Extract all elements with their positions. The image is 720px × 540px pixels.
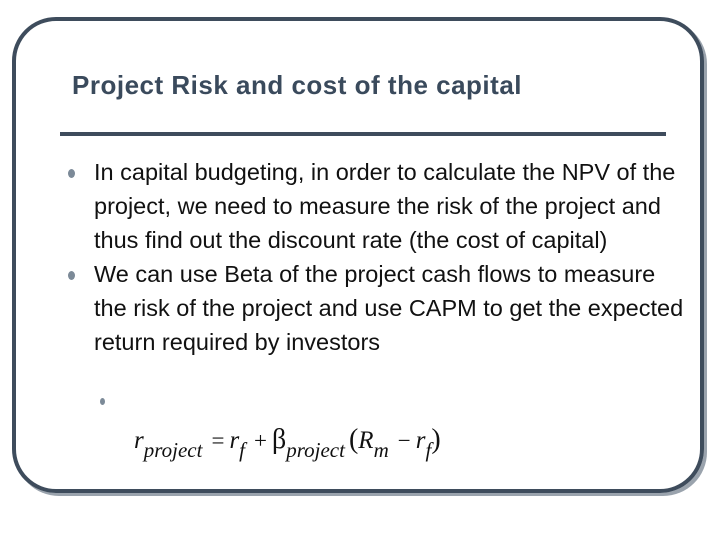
formula-rf-var: r [229,427,240,454]
formula-lhs-var: r [134,427,144,454]
bullet-marker-icon [68,271,75,280]
formula-open-paren: ( [348,424,359,455]
sub-bullet-marker-icon [100,398,105,405]
formula-rm-var: R [358,427,374,454]
formula-rf2-subscript: f [425,438,432,462]
formula-minus: − [397,428,411,453]
formula-rf2-var: r [415,427,426,454]
formula-beta: β [272,424,287,455]
formula-beta-subscript: project [286,438,345,462]
bullet-marker-icon [68,169,75,178]
bullet-item [94,155,684,257]
formula-plus: + [254,428,267,453]
formula-close-paren: ) [431,424,441,455]
slide-title: Project Risk and cost of the capital [72,70,522,100]
title-underline [60,132,666,136]
bullet-text: In capital budgeting, in order to calculate the NPV of the project, we need to measure the risk of the project and thus find out the discount rate (the cost of capital) [94,159,676,253]
formula-lhs-subscript: project [143,438,203,462]
capm-formula [134,424,441,463]
bullet-text: We can use Beta of the project cash flows to measure the risk of the project and use CAPM to get the expected return required by investors [94,261,684,355]
bullet-item [94,257,684,359]
bullet-list [94,155,684,359]
formula-rf-subscript: f [239,438,246,462]
formula-rm-subscript: m [373,438,389,462]
formula-equals: = [211,428,225,453]
